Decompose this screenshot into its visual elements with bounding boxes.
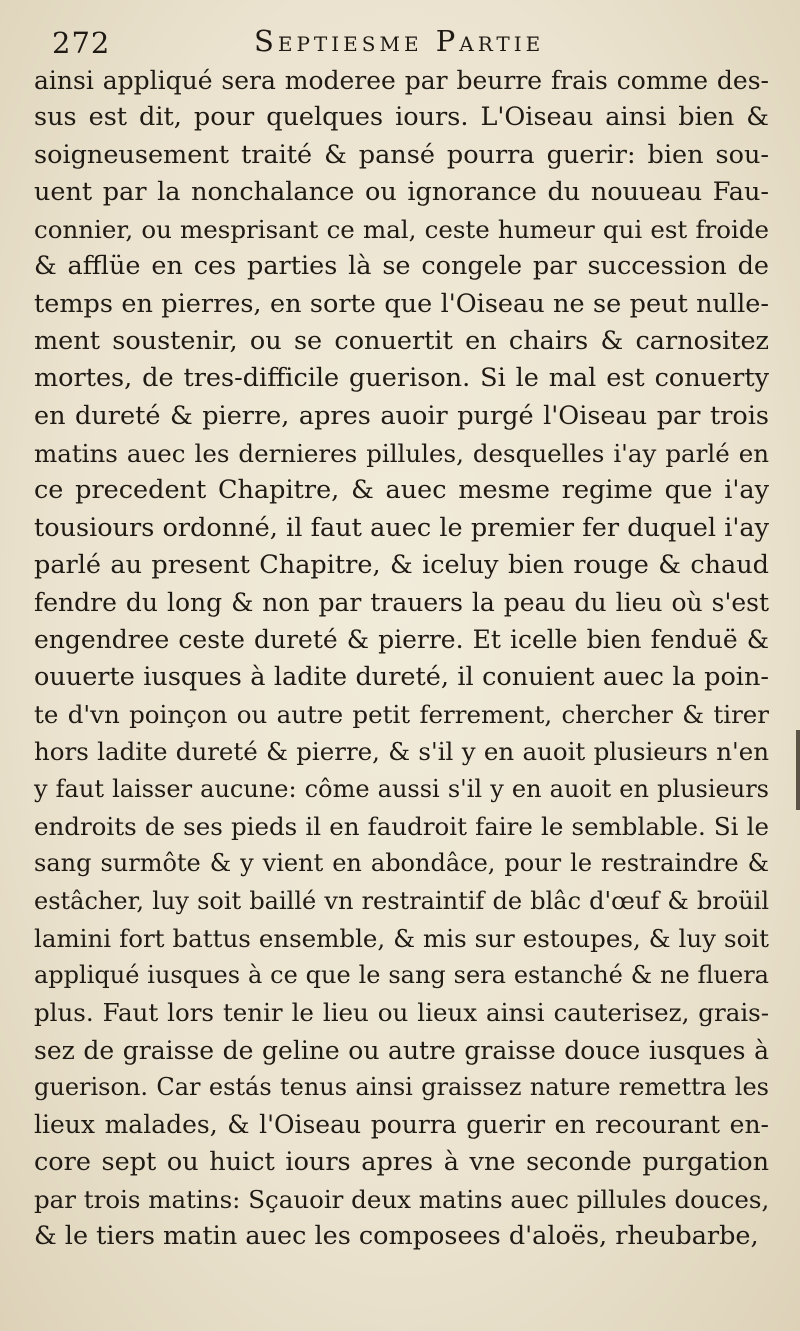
- text-line: sus est dit, pour quelques iours. L'Oiseau ainsi bien &: [34, 102, 769, 133]
- page-header: [52, 20, 752, 60]
- text-line: soigneusement traité & pansé pourra guerir: bien sou-: [34, 139, 769, 170]
- text-line: hors ladite dureté & pierre, & s'il y en auoit plusieurs n'en: [34, 737, 769, 767]
- text-line: endroits de ses pieds il en faudroit faire le semblable. Si le: [34, 811, 769, 841]
- body-text: [34, 62, 769, 1256]
- text-line: mortes, de tres-difficile guerison. Si le mal est conuerty: [34, 363, 769, 394]
- text-line: core sept ou huict iours apres à vne seconde purgation: [34, 1146, 769, 1177]
- text-line: en dureté & pierre, apres auoir purgé l'Oiseau par trois: [34, 400, 769, 431]
- text-line: tousiours ordonné, il faut auec le premier fer duquel i'ay: [34, 512, 769, 543]
- text-line: estâcher, luy soit baillé vn restraintif de blâc d'œuf & broüil: [34, 886, 769, 915]
- text-line: connier, ou mesprisant ce mal, ceste humeur qui est froide: [34, 215, 769, 245]
- text-line: plus. Faut lors tenir le lieu ou lieux ainsi cauterisez, grais-: [34, 998, 769, 1028]
- text-line: ouuerte iusques à ladite dureté, il conuient auec la poin-: [34, 661, 769, 692]
- text-line: & afflüe en ces parties là se congele par succession de: [34, 251, 769, 282]
- text-line: appliqué iusques à ce que le sang sera estanché & ne fluera: [34, 961, 769, 990]
- text-line: sez de graisse de geline ou autre graisse douce iusques à: [34, 1035, 769, 1065]
- text-line: lieux malades, & l'Oiseau pourra guerir en recourant en-: [34, 1110, 769, 1140]
- page-number: 272: [52, 26, 111, 60]
- text-line: lamini fort battus ensemble, & mis sur estoupes, & luy soit: [34, 923, 769, 953]
- text-line: engendree ceste dureté & pierre. Et icelle bien fenduë &: [34, 625, 769, 655]
- text-line: ment soustenir, ou se conuertit en chairs & carnositez: [34, 326, 769, 357]
- text-line: temps en pierres, en sorte que l'Oiseau ne se peut nulle-: [34, 288, 769, 319]
- text-line: ainsi appliqué sera moderee par beurre frais comme des-: [34, 66, 769, 95]
- running-head: Septiesme Partie: [254, 24, 545, 58]
- text-line: par trois matins: Sçauoir deux matins auec pillules douces,: [34, 1184, 770, 1214]
- text-line: uent par la nonchalance ou ignorance du nouueau Fau-: [34, 176, 769, 207]
- page-edge-mark: [796, 730, 800, 810]
- text-line: ce precedent Chapitre, & auec mesme regime que i'ay: [34, 475, 769, 506]
- text-line: & le tiers matin auec les composees d'aloës, rheubarbe,: [34, 1221, 759, 1252]
- text-line: te d'vn poinçon ou autre petit ferrement, chercher & tirer: [34, 700, 769, 730]
- text-line: guerison. Car estás tenus ainsi graissez nature remettra les: [34, 1073, 769, 1102]
- text-line: sang surmôte & y vient en abondâce, pour le restraindre &: [34, 849, 769, 878]
- text-line: parlé au present Chapitre, & iceluy bien rouge & chaud: [34, 549, 769, 580]
- text-line: matins auec les dernieres pillules, desquelles i'ay parlé en: [34, 438, 769, 468]
- text-line: y faut laisser aucune: côme aussi s'il y en auoit en plusieurs: [34, 774, 769, 803]
- text-line: fendre du long & non par trauers la peau du lieu où s'est: [34, 588, 769, 618]
